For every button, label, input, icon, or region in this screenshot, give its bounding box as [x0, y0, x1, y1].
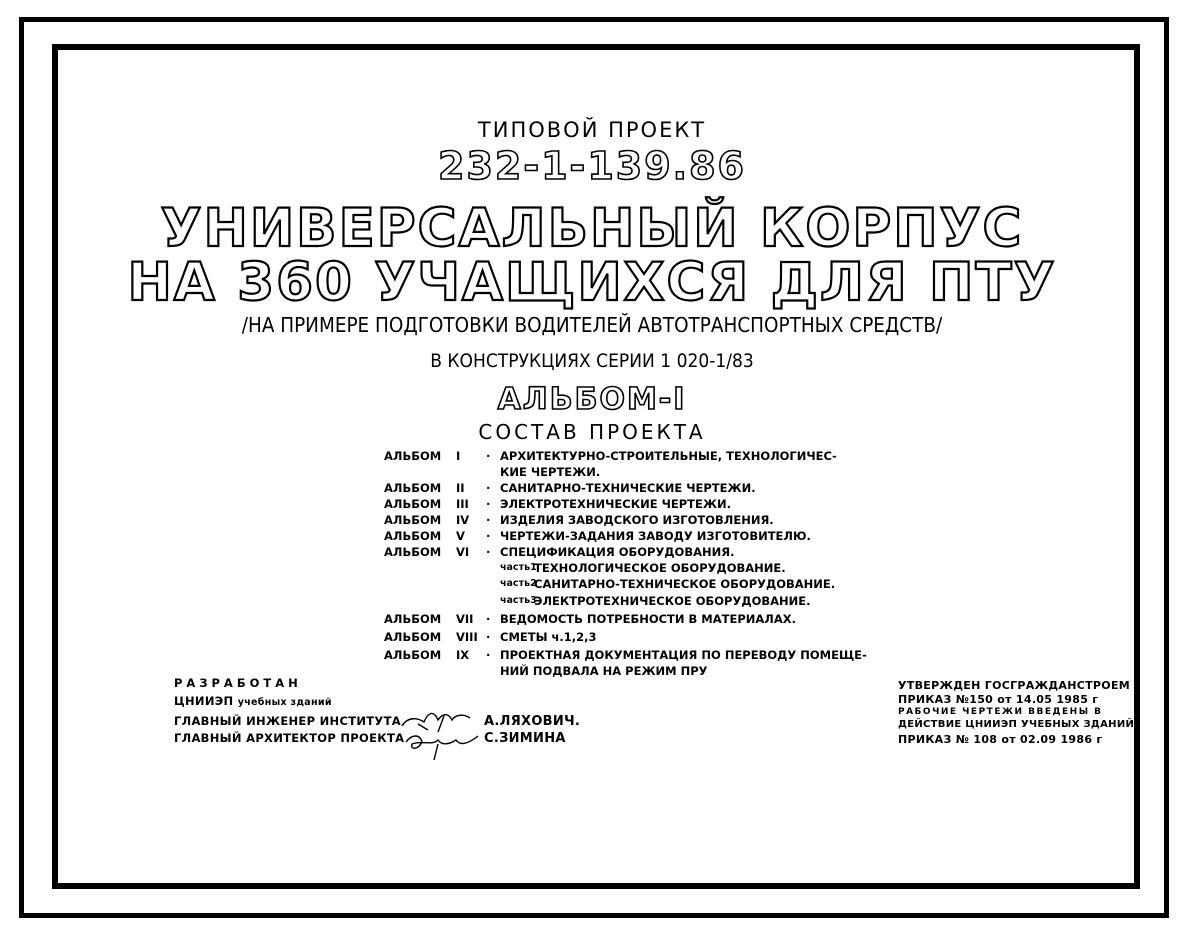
- institute-abbr: ЦНИИЭП: [174, 694, 234, 708]
- album-number: IX: [456, 648, 470, 662]
- album-description: ПРОЕКТНАЯ ДОКУМЕНТАЦИЯ ПО ПЕРЕВОДУ ПОМЕЩЕ-: [500, 648, 867, 662]
- album-number: VIII: [456, 630, 478, 644]
- album-number: V: [456, 529, 465, 543]
- album-dot: ·: [486, 545, 491, 559]
- album-number: III: [456, 497, 469, 511]
- approval-line-5: ПРИКАЗ № 108 от 02.09 1986 г: [898, 733, 1103, 746]
- institute-sub: учебных зданий: [237, 697, 332, 708]
- album-description: САНИТАРНО-ТЕХНИЧЕСКОЕ ОБОРУДОВАНИЕ.: [534, 577, 836, 591]
- signatures: [398, 706, 484, 762]
- project-code: 232-1-139.86: [438, 144, 746, 188]
- album-title: АЛЬБОМ-I: [497, 382, 687, 417]
- album-dot: ·: [486, 513, 491, 527]
- album-label: АЛЬБОМ: [384, 648, 442, 662]
- album-dot: ·: [486, 529, 491, 543]
- album-description: НИЙ ПОДВАЛА НА РЕЖИМ ПРУ: [500, 664, 708, 678]
- album-description: САНИТАРНО-ТЕХНИЧЕСКИЕ ЧЕРТЕЖИ.: [500, 481, 756, 495]
- album-description: АРХИТЕКТУРНО-СТРОИТЕЛЬНЫЕ, ТЕХНОЛОГИЧЕС-: [500, 449, 837, 463]
- album-dot: ·: [486, 497, 491, 511]
- institute-name: [174, 694, 332, 708]
- title-line-1: УНИВЕРСАЛЬНЫЙ КОРПУС: [160, 198, 1024, 259]
- album-number: I: [456, 449, 461, 463]
- album-label: АЛЬБОМ: [384, 449, 442, 463]
- approval-line-2: ПРИКАЗ №150 от 14.05 1985 г: [898, 693, 1099, 706]
- album-description: ВЕДОМОСТЬ ПОТРЕБНОСТИ В МАТЕРИАЛАХ.: [500, 612, 796, 626]
- album-number: VI: [456, 545, 470, 559]
- album-label: АЛЬБОМ: [384, 612, 442, 626]
- album-label: АЛЬБОМ: [384, 545, 442, 559]
- album-dot: ·: [486, 630, 491, 644]
- album-label: АЛЬБОМ: [384, 630, 442, 644]
- developed-label: РАЗРАБОТАН: [174, 676, 302, 690]
- chief-architect-role: ГЛАВНЫЙ АРХИТЕКТОР ПРОЕКТА: [174, 731, 405, 745]
- album-description: ЭЛЕКТРОТЕХНИЧЕСКОЕ ОБОРУДОВАНИЕ.: [534, 594, 811, 608]
- album-description: ЭЛЕКТРОТЕХНИЧЕСКИЕ ЧЕРТЕЖИ.: [500, 497, 731, 511]
- part-label: часть3: [500, 595, 537, 606]
- chief-architect-name: С.ЗИМИНА: [484, 731, 566, 746]
- album-dot: ·: [486, 481, 491, 495]
- part-label: часть1: [500, 562, 537, 573]
- album-dot: ·: [486, 449, 491, 463]
- album-number: VII: [456, 612, 474, 626]
- album-description: ИЗДЕЛИЯ ЗАВОДСКОГО ИЗГОТОВЛЕНИЯ.: [500, 513, 774, 527]
- album-dot: ·: [486, 648, 491, 662]
- album-label: АЛЬБОМ: [384, 529, 442, 543]
- album-description: ЧЕРТЕЖИ-ЗАДАНИЯ ЗАВОДУ ИЗГОТОВИТЕЛЮ.: [500, 529, 811, 543]
- chief-engineer-role: ГЛАВНЫЙ ИНЖЕНЕР ИНСТИТУТА: [174, 714, 401, 728]
- album-dot: ·: [486, 612, 491, 626]
- approval-line-4: ДЕЙСТВИЕ ЦНИИЭП УЧЕБНЫХ ЗДАНИЙ: [898, 719, 1135, 730]
- album-number: II: [456, 481, 465, 495]
- approval-line-3: РАБОЧИЕ ЧЕРТЕЖИ ВВЕДЕНЫ В: [898, 707, 1103, 717]
- album-description: ТЕХНОЛОГИЧЕСКОЕ ОБОРУДОВАНИЕ.: [534, 561, 786, 575]
- album-description: СПЕЦИФИКАЦИЯ ОБОРУДОВАНИЯ.: [500, 545, 735, 559]
- title-line-2: НА 360 УЧАЩИХСЯ ДЛЯ ПТУ: [127, 252, 1057, 313]
- album-label: АЛЬБОМ: [384, 497, 442, 511]
- album-description: СМЕТЫ ч.1,2,3: [500, 630, 597, 644]
- approval-line-1: УТВЕРЖДЕН ГОСГРАЖДАНСТРОЕМ: [898, 679, 1131, 692]
- part-label: часть2: [500, 578, 537, 589]
- subtitle: /НА ПРИМЕРЕ ПОДГОТОВКИ ВОДИТЕЛЕЙ АВТОТРАНСПОРТНЫХ СРЕДСТВ/: [241, 313, 943, 337]
- album-label: АЛЬБОМ: [384, 481, 442, 495]
- album-label: АЛЬБОМ: [384, 513, 442, 527]
- composition-heading: СОСТАВ ПРОЕКТА: [478, 420, 706, 444]
- typical-project-label: ТИПОВОЙ ПРОЕКТ: [477, 118, 707, 142]
- album-number: IV: [456, 513, 470, 527]
- series-line: В КОНСТРУКЦИЯХ СЕРИИ 1 020-1/83: [430, 350, 754, 372]
- album-description: КИЕ ЧЕРТЕЖИ.: [500, 465, 601, 479]
- chief-engineer-name: А.ЛЯХОВИЧ.: [484, 714, 581, 729]
